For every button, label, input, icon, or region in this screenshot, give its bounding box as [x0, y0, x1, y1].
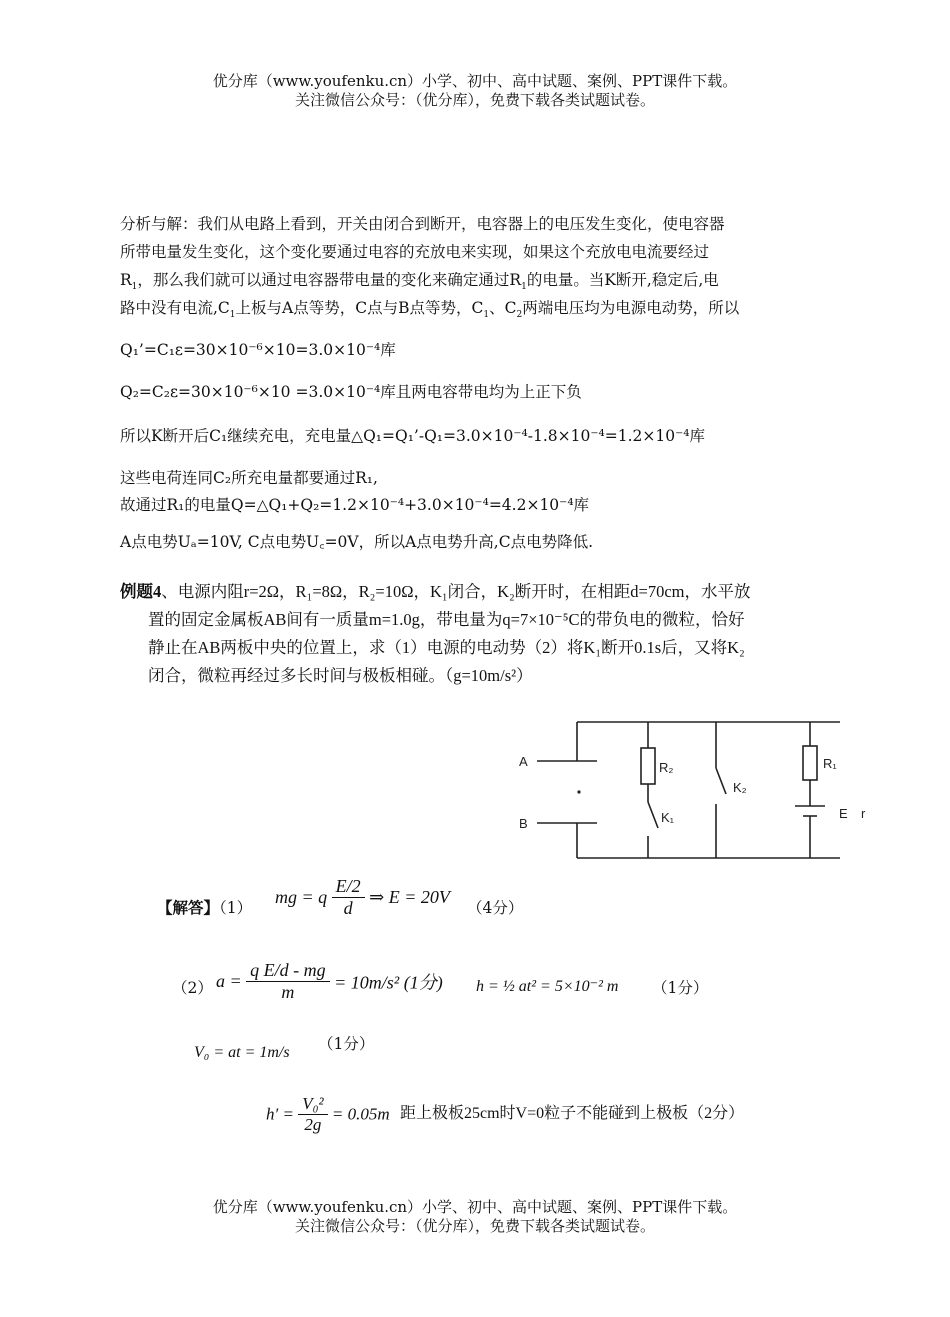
example-line-3: 静止在AB两板中央的位置上，求（1）电源的电动势（2）将K₁断开0.1s后，又将K₂ — [148, 638, 745, 657]
equation-4: V₀ = at = 1m/s — [194, 1044, 290, 1061]
charge-conclusion-1: 这些电荷连同C₂所充电量都要通过R₁, — [120, 469, 378, 487]
switch-k1 — [648, 802, 658, 828]
analysis-line-3: $R_1$，那么我们就可以通过电容器带电量的变化来确定通过$R_1$的电量。当K断开,稳定后,电 — [120, 271, 719, 293]
charge-conclusion-2: 故通过R₁的电量Q=△Q₁+Q₂=1.2×10⁻⁴+3.0×10⁻⁴=4.2×10⁻⁴库 — [120, 496, 590, 514]
page-header — [0, 72, 950, 110]
label-k2: K₂ — [733, 780, 747, 795]
analysis-line-4: 路中没有电流$,C_1$上板与A点等势，C点与B点等势，$C_1$、$C_2$两端电压均为电源电动势，所以 — [120, 299, 740, 321]
header-line-1: 优分库（www.youfenku.cn）小学、初中、高中试题、案例、PPT课件下载。 — [212, 72, 738, 90]
example-line-1: 例题4、电源内阻r=2Ω，R₁=8Ω，R₂=10Ω，K₁闭合，K₂断开时，在相距d=70cm，水平放 — [120, 582, 751, 601]
final-conclusion: 距上极板25cm时V=0粒子不能碰到上极板（2分） — [400, 1105, 745, 1122]
label-r: r — [861, 806, 866, 821]
equation-2: a = $\frac{\text{q E/d - mg}}{m}$ = 10m/s² (1分) — [216, 960, 443, 1002]
example-label: 例题4 — [120, 582, 162, 601]
equation-5: h′ = $\frac{\text{V₀²}}{2g}$ = 0.05m — [266, 1094, 390, 1134]
label-a: A — [519, 754, 528, 769]
equation-1: mg = q $\frac{E/2}{d}$ ⇒ E = 20V — [275, 876, 450, 918]
label-k1: K₁ — [661, 810, 675, 825]
analysis-line-2: 所带电量发生变化，这个变化要通过电容的充放电来实现，如果这个充放电电流要经过 — [120, 243, 710, 261]
points-3: （1分） — [652, 979, 709, 997]
analysis-line-1: 分析与解：我们从电路上看到，开关由闭合到断开，电容器上的电压发生变化，使电容器 — [120, 215, 725, 233]
points-1: （4分） — [467, 899, 524, 917]
solution-part-2: （2） — [172, 979, 213, 997]
footer-line-2: 关注微信公众号：（优分库），免费下载各类试题试卷。 — [294, 1217, 655, 1235]
example-line-2: 置的固定金属板AB间有一质量m=1.0g，带电量为q=7×10⁻⁵C的带负电的微粒，恰好 — [148, 610, 745, 629]
formula-q1: Q₁’=C₁ε=30×10⁻⁶×10=3.0×10⁻⁴库 — [120, 341, 396, 359]
formula-q2: Q₂=C₂ε=30×10⁻⁶×10 =3.0×10⁻⁴库且两电容带电均为上正下负 — [120, 383, 582, 401]
resistor-r2 — [641, 748, 655, 784]
resistor-r1 — [803, 746, 817, 780]
label-b: B — [519, 816, 528, 831]
particle — [577, 790, 580, 793]
example-4 — [120, 578, 832, 690]
charge-line: 所以K断开后C₁继续充电，充电量△Q₁=Q₁’-Q₁=3.0×10⁻⁴-1.8×10⁻⁴=1.2×10⁻⁴库 — [120, 427, 705, 445]
label-e: E — [839, 806, 848, 821]
potential-line: A点电势Uₐ=10V, C点电势U꜀=0V，所以A点电势升高,C点电势降低. — [120, 533, 594, 551]
points-4: （1分） — [318, 1035, 375, 1053]
label-r1: R₁ — [823, 756, 837, 771]
header-line-2: 关注微信公众号：（优分库），免费下载各类试题试卷。 — [294, 91, 655, 109]
equation-3: h = ½ at² = 5×10⁻² m — [476, 978, 619, 995]
example-line-4: 闭合，微粒再经过多长时间与极板相碰。（g=10m/s²） — [148, 666, 533, 685]
label-r2: R₂ — [659, 760, 674, 775]
solution-label: 【解答】 — [157, 898, 220, 917]
solution-part-1: 【解答】（1） — [157, 898, 253, 917]
page-footer — [0, 1198, 950, 1236]
footer-line-1: 优分库（www.youfenku.cn）小学、初中、高中试题、案例、PPT课件下载。 — [212, 1198, 738, 1216]
circuit-diagram — [505, 710, 875, 870]
switch-k2 — [716, 768, 726, 794]
